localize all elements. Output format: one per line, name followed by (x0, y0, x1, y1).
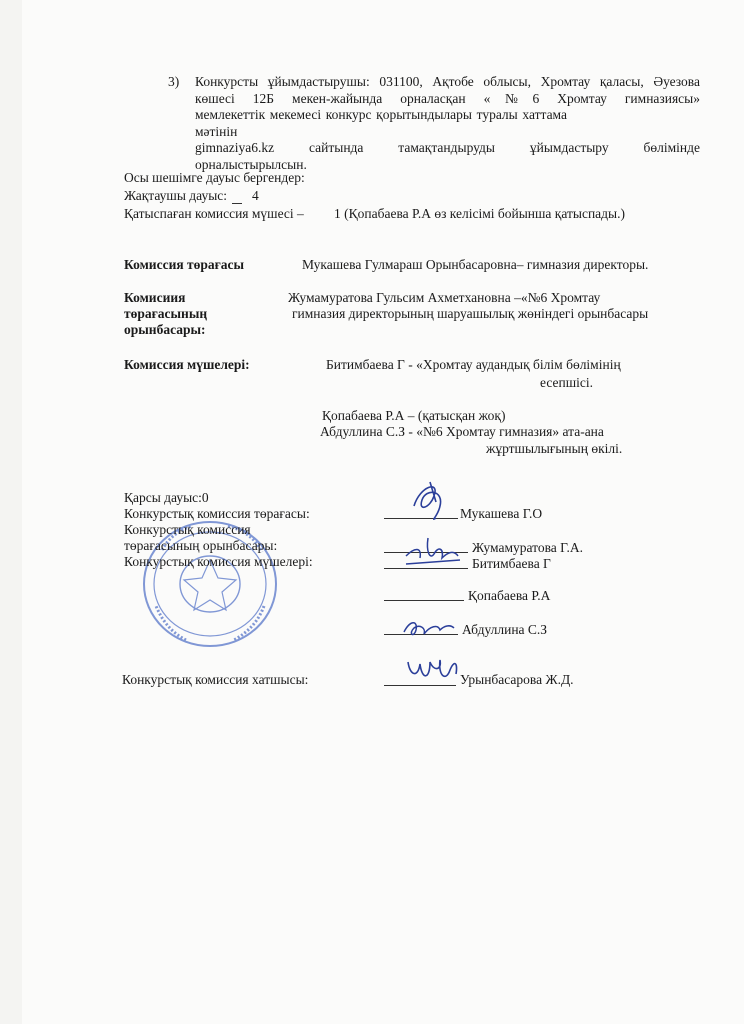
deputy-label-3: орынбасары: (124, 322, 206, 337)
chair-name: Мукашева Гулмараш Орынбасаровна– гимназия директоры. (302, 257, 649, 272)
item3-line-4: gimnaziya6.kz сайтында тамақтандыруды ұйымдастыру бөлімінде (195, 140, 700, 155)
deputy-name-2: гимназия директорының шаруашылық жөніндегі орынбасары (292, 306, 649, 321)
chair-label: Комиссия төрағасы (124, 257, 245, 272)
deputy-name-1: Жумамуратова Гульсим Ахметхановна –«№6 Хромтау (288, 290, 601, 305)
member1-line-1: Битимбаева Г - «Хромтау аудандық білім бөлімінің (326, 357, 621, 372)
sig-member2: Қопабаева Р.А (468, 588, 551, 603)
signature-deputy (400, 528, 470, 570)
sig-members-role: Конкурстық комиссия мүшелері: (124, 554, 313, 569)
votes-absent-value: 1 (Қопабаева Р.А өз келісімі бойынша қатыспады.) (334, 206, 625, 221)
item3-line-5: орналыстырылсын. (195, 156, 307, 172)
sig-chair-role: Конкурстық комиссия төрағасы: (124, 506, 310, 521)
votes-absent-label: Қатыспаған комиссия мүшесі – (124, 206, 304, 221)
sig-secretary-role: Конкурстық комиссия хатшысы: (122, 672, 309, 687)
item3-line-1: Конкурсты ұйымдастырушы: 031100, Ақтобе облысы, Хромтау қаласы, Әуезова (195, 74, 700, 89)
votes-for-label: Жақтаушы дауыс: (124, 188, 228, 203)
sig-chair-name: Мукашева Г.О (460, 506, 543, 521)
item3-line-3: мемлекеттік мекемесі конкурс қорытындылары туралы хаттама мәтінін (195, 107, 567, 139)
member2: Қопабаева Р.А – (қатысқан жоқ) (322, 408, 506, 423)
member3-line-2: жұртшылығының өкілі. (486, 441, 623, 456)
sig-deputy-name: Жумамуратова Г.А. (472, 540, 583, 555)
sig-deputy-role-1: Конкурстық комиссия (124, 522, 251, 537)
signature-member3 (398, 612, 462, 642)
deputy-label-1: Комисиия (124, 290, 186, 305)
item3-line-2: көшесі 12Б мекен-жайында орналасқан «№6 Хромтау гимназиясы» (195, 90, 700, 106)
sig-member1: Битимбаева Г (472, 556, 551, 571)
item3-paragraph (195, 74, 700, 173)
deputy-label-2: төрағасының (124, 306, 208, 321)
member1-line-2: есепшісі. (540, 375, 593, 390)
members-label: Комиссия мүшелері: (124, 357, 250, 372)
against-votes: Қарсы дауыс:0 (124, 490, 209, 505)
underline (232, 203, 242, 204)
votes-intro: Осы шешімге дауыс бергендер: (124, 170, 305, 185)
sig-deputy-role-2: төрағасының орынбасары: (124, 538, 278, 553)
sig-secretary-name: Урынбасарова Ж.Д. (460, 672, 574, 687)
list-number: 3) (168, 74, 180, 89)
member3-line-1: Абдуллина С.З - «№6 Хромтау гимназия» ата-ана (320, 424, 604, 439)
signature-chair (400, 476, 470, 526)
signature-secretary (400, 650, 466, 690)
sig-member3: Абдуллина С.З (462, 622, 548, 637)
signature-line-member2 (384, 600, 464, 601)
votes-for-value: 4 (252, 188, 259, 203)
